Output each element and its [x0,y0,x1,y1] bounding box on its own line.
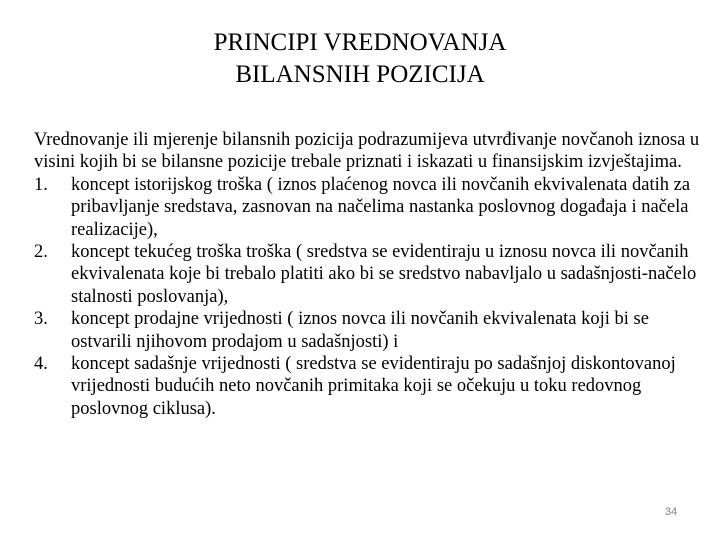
slide-title-line-2: BILANSNIH POZICIJA [235,61,485,88]
list-item-text: koncept istorijskog troška ( iznos plaćenog novca ili novčanih ekvivalenata datih za pribavljanje sredstava, zasnovan na načelima nastanka poslovnog događaja i načela realizacije), [71,174,691,240]
list-item-text: koncept tekućeg troška troška ( sredstva se evidentiraju u iznosu novca ili novčanih ekvivalenata koje bi trebalo platiti ako bi se sredstvo nabavljalo u sadašnjosti-načelo stalnosti poslovanja), [71,242,697,307]
slide-title [0,27,720,91]
principles-list [34,174,704,420]
list-item-number: 2. [34,242,48,263]
list-item-2 [34,241,704,308]
intro-paragraph: Vrednovanje ili mjerenje bilansnih pozicija podrazumijeva utvrđivanje novčanoh iznosa u visini kojih bi se bilansne pozicije trebale priznati i iskazati u finansijskim izvještajima. [34,130,700,173]
list-item-number: 4. [34,354,48,375]
list-item-text: koncept sadašnje vrijednosti ( sredstva se evidentiraju po sadašnjoj diskontovanoj vrijednosti budućih neto novčanih primitaka koji se očekuju u toku redovnog poslovnog ciklusa). [71,354,676,419]
slide-title-line-1: PRINCIPI VREDNOVANJA [213,29,507,56]
list-item-3 [34,308,704,353]
list-item-1 [34,174,704,241]
list-item-number: 3. [34,309,48,330]
page-number: 34 [664,506,678,518]
slide-body [34,129,704,420]
list-item-4 [34,353,704,420]
list-item-number: 1. [34,174,48,195]
list-item-text: koncept prodajne vrijednosti ( iznos novca ili novčanih ekvivalenata koji bi se ostvarili njihovom prodajom u sadašnjosti) i [71,309,649,352]
